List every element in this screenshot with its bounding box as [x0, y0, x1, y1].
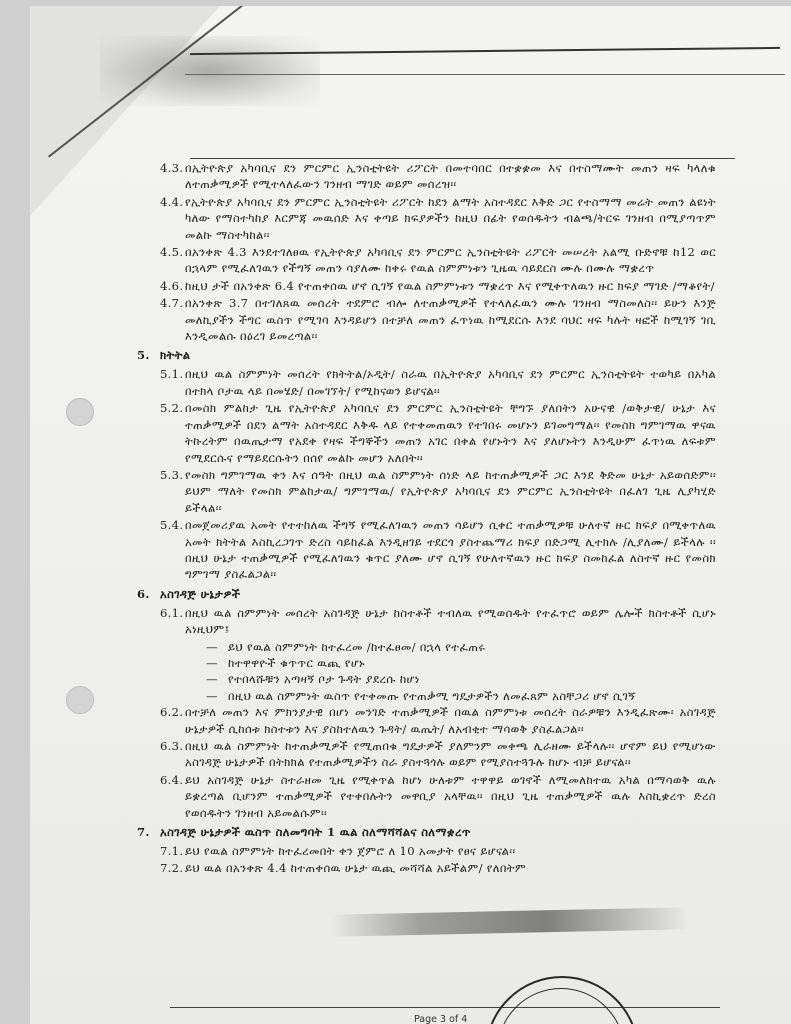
- numbered-clause: [30, 160, 791, 193]
- bullet-dash: —: [206, 688, 218, 703]
- clause-text: ይህ አስገዳጅ ሁኔታ ስተራዘመ ጊዜ የሚቀጥል ከሆነ ሁለቱም ተዋዋይ ወገኖች ለሚመለከተዉ አካል በማሳወቅ ዉሉ ይቋረጣል ቢሆንም ተጠቃሚዎች የተቀበሉትን መዋቢያ አላቸዉ፡፡ በዚህ ጊዜ ተጠቃሚዎች ዉሉ እስኪቋረጥ ድረስ የወሰዱትን ገንዘብ አይመልሱም፡፡: [185, 772, 716, 820]
- clause-number: 7.2.: [160, 861, 184, 876]
- bullet-dash: —: [206, 655, 218, 670]
- clause-text: በዚህ ዉል ስምምነት መሰረት የክትትል/ኦዲት/ ስራዉ በኢትዮጵያ አካባቢና ደን ምርምር ኢንስቲትዩት ተወካይ በአካል በተክላ ቦታዉ ላይ በመሄድ/ በመገኘት/ የሚከናወን ይሆናል፡፡: [185, 367, 716, 398]
- numbered-clause: [30, 366, 791, 399]
- page-number: Page 3 of 4: [414, 1014, 468, 1024]
- section-heading: [30, 347, 791, 366]
- clause-number: 5.3.: [160, 467, 184, 482]
- section-number: 5.: [137, 348, 150, 363]
- bullet-text: በዚህ ዉል ስምምነት ዉስጥ የተቀመጡ የተጠቃሚ ግዴታዎችን ለመፈጸም አስቸጋሪ ሆኖ ሲገኝ: [228, 688, 636, 703]
- top-rule-secondary: [185, 74, 785, 75]
- clause-number: 4.4.: [160, 194, 184, 209]
- bullet-item: [30, 639, 791, 655]
- bullet-dash: —: [206, 672, 218, 687]
- bullet-item: [30, 688, 791, 704]
- clause-text: የመስክ ግምገማዉ ቀን እና ሰዓት በዚህ ዉል ስምምነት ሰነድ ላይ ከተጠቃሚዎች ጋር እንደ ቅድመ ሁኔታ አይወሰድም፡፡ይህም ማለት የመስክ ምልከታዉ/ ግምገማዉ/ የኢትዮጵያ አካባቢና ደን ምርምር ኢንስቲትዩት በፈለገ ጊዜ ሊያካሂድ ይችላል፡፡: [185, 467, 716, 515]
- numbered-clause: [30, 772, 791, 821]
- numbered-clause: [30, 467, 791, 516]
- clause-text: ከዚህ ታች በአንቀጽ 6.4 የተጠቀሰዉ ሆኖ ሲገኝ የዉል ስምምነቱን ማቋረጥ እና የሚቀጥለዉን ዙር ክፍያ ማገድ /ማቆየት/: [185, 278, 715, 293]
- bullet-text: ከተዋዋዮች ቁጥጥር ዉጪ የሆኑ: [228, 655, 365, 670]
- numbered-clause: [30, 194, 791, 243]
- section-heading: [30, 824, 791, 843]
- section-number: 6.: [137, 586, 150, 601]
- bullet-item: [30, 655, 791, 671]
- clause-number: 6.4.: [160, 772, 184, 787]
- header-rule: [190, 158, 735, 159]
- section-title: አስገዳጅ ሁኔታዎች ዉስጥ ስለመግባት 1 ዉል ስለማሻሻልና ስለማቋረጥ: [160, 825, 471, 840]
- clause-text: በዚህ ዉል ስምምነት ከተጠቃሚዎች የሚጠበቁ ግዴታዎች ያለምንም መቀጫ ሊራዘሙ ይችላሉ፡፡ ሆኖም ይህ የሚሆነው አስገዳጅ ሁኔታዎች በትክክል የተጠቃሚዎችን ስራ ያስተጓጎሉ ወይም የሚያስተጓጉሉ ከሆኑ ብቻ ይሆናል፡፡: [185, 739, 716, 770]
- clause-number: 6.2.: [160, 705, 184, 720]
- numbered-clause: [30, 278, 791, 294]
- clause-number: 4.5.: [160, 245, 184, 260]
- clause-number: 5.1.: [160, 367, 184, 382]
- clause-number: 4.3.: [160, 161, 184, 175]
- scan-smudge: [100, 36, 320, 106]
- section-heading: [30, 586, 791, 605]
- numbered-clause: [30, 517, 791, 583]
- clause-text: በመጀመሪያዉ አመት የተተከለዉ ችግኝ የሚፈለገዉን መጠን ሳይሆን ሲቀር ተጠቃሚዎቹ ሁለተኛ ዙር ክፍያ በሚቀጥለዉ አመት ክትትል እስኪረጋገጥ ድረስ ሳይከፈል እንዲዘገይ ተደርጎ ያስተጨማሪ ክፍያ በድጋሚ ሊተክሉ /ሊያለሙ/ ይችላሉ ፡፡ በዚህ ሁኔታ ተጠቃሚዎች የሚፈለገዉን ቁጥር ያለሙ ሆኖ ሲገኝ የሁለተኛዉን ዙር ክፍያ ስመከፈል ለስተኛ ዙር የመስክ ግምገማ ያስፈልጋል፡፡: [185, 518, 716, 582]
- clause-text: በኢትዮጵያ አካባቢና ደን ምርምር ኢንስቲትዩት ሪፖርት በመተባበር በተቋቋመ እና በተስማሙት መጠን ዛፍ ካላለቁ ለተጠቃሚዎች የሚተላለፈውን ገንዘብ ማገድ ወይም መሰረዝ፡፡: [185, 161, 716, 192]
- clause-text: በተቻለ መጠን እና ምክንያታዊ በሆነ መንገድ ተጠቃሚዎች በዉል ስምምነቱ መሰረት ስራዎቹን እንዲፈጽሙ፡ አስገዳጅ ሁኔታዎች ሲከሰቱ ክስተቱን እና ያስከተለዉን ጉዳት/ ዉጤት/ ለአብቂተ ማሳወቅ ያስፈልጋል፡፡: [185, 705, 716, 736]
- clause-text: ይህ የዉል ስምምነት ከተፈረመበት ቀን ጀምሮ ለ 10 አመታት የፀና ይሆናል፡፡: [185, 844, 516, 859]
- clause-number: 5.2.: [160, 401, 184, 416]
- numbered-clause: [30, 738, 791, 771]
- numbered-clause: [30, 295, 791, 344]
- bullet-text: ይህ የዉል ስምምነት ከተፈረመ /ከተፈፀመ/ በኋላ የተፈጠሩ: [228, 639, 486, 654]
- clause-number: 6.1.: [160, 605, 184, 620]
- section-number: 7.: [137, 825, 150, 840]
- stamp-inner-ring: [497, 988, 625, 1024]
- section-title: ክትትል: [160, 348, 191, 363]
- numbered-clause: [30, 605, 791, 638]
- clause-text: በአንቀጽ 3.7 በተገለጸዉ መሰረት ተደምሮ ብሎ ለተጠቃሚዎች የተላለፈዉን ሙሉ ገንዘብ ማስመለስ፡፡ ይሁን እንጅ መለኪያችን ችግር ዉስጥ የሚገባ እንዳይሆን በተቻለ መጠን ፈጥነዉ ከሚደርሱ እንደ ባህር ዛፍ ካሉት ዛፎች ከሚገኝ ገቢ እንዲመልሱ በዕረገ ይመረጣል፡፡: [185, 296, 716, 344]
- document-body: [30, 160, 791, 878]
- clause-number: 6.3.: [160, 739, 184, 753]
- bullet-text: የተበላሹቹን አጣዛኝ ቦታ ጉዳት ያደረሱ ከሆነ: [228, 672, 420, 687]
- numbered-clause: [30, 244, 791, 277]
- clause-text: በመስክ ምልከታ ጊዜ የኢትዮጵያ አካባቢና ደን ምርምር ኢንስቲትዩት ቸግኙ ያለበትን አሁናዊ /ወቅታዊ/ ሁኔታ እና ተጠቃሚዎች በደን ልማት አስተዳደር እቅዱ ላይ የተቀመጠዉን የተገበሩ መሆኑን ይገመግማል፡፡ የመስክ ግምገማዉ ዋናዉ ትኩረትም በዉጤታማ የአደቀ የዛፍ ችግኞችን መጠን አገር በቀል የሆኑትን እና ያለሆኑትን እንዲሁም ፈጥነዉ ለፍቱም የሚደርሱና የማይደርሱትን በሰየ መልኩ መሆን አለበት፡፡: [185, 401, 716, 465]
- clause-number: 7.1.: [160, 844, 184, 859]
- footer-rule: [170, 1007, 720, 1008]
- clause-text: የኢትዮጵያ አካባቢና ደን ምርምር ኢንስቲትዩት ሪፖርት ከደን ልማት አስተዳደር እቅድ ጋር የተስማማ መሬት መጠን ልዩነት ካለው የማስተካከያ እርምጃ መዉሰድ እና ቀጣይ ክፍያዎችን ከዚህ በፊት የወሰዱትን ብልጫ/ትርፍ ገንዘብ በሚያጣጥም መልኩ ማስተካከል፡፡: [185, 194, 716, 242]
- bullet-item: [30, 671, 791, 687]
- numbered-clause: [30, 843, 791, 859]
- numbered-clause: [30, 704, 791, 737]
- numbered-clause: [30, 400, 791, 466]
- ink-smudge: [330, 907, 690, 937]
- clause-number: 4.6.: [160, 278, 184, 293]
- clause-text: በአንቀጽ 4.3 እንደተገለፀዉ የኢትዮጵያ አካባቢና ደን ምርምር ኢንስቲትዩት ሪፖርት መሠረት አልሚ ቡድኖቹ ከ12 ወር በኋላም የሚፈለገዉን የችግኝ መጠን ሳያለሙ ከቀሩ የዉል ስምምነቱን ጊዜዉ ሳይደርስ ሙሉ በሙሉ ማቋረጥ: [185, 245, 716, 276]
- clause-text: ይህ ዉል በአንቀጽ 4.4 ከተጠቀሰዉ ሁኔታ ዉጪ መሻሻል አይችልም/ የለበትም: [185, 861, 527, 876]
- numbered-clause: [30, 860, 791, 876]
- section-title: አስገዳጅ ሁኔታዎች: [160, 586, 241, 601]
- official-stamp: [485, 976, 639, 1024]
- clause-number: 5.4.: [160, 518, 184, 533]
- clause-text: በዚህ ዉል ስምምነት መሰረት አስገዳጅ ሁኔታ ከስተቶች ተብለዉ የሚወሰዱት የተፈጥሮ ወይም ሌሎች ክስተቶች ሲሆኑ አነዚህም፤: [185, 605, 716, 637]
- bullet-dash: —: [206, 639, 218, 654]
- clause-number: 4.7.: [160, 296, 184, 311]
- document-page: [30, 6, 791, 1024]
